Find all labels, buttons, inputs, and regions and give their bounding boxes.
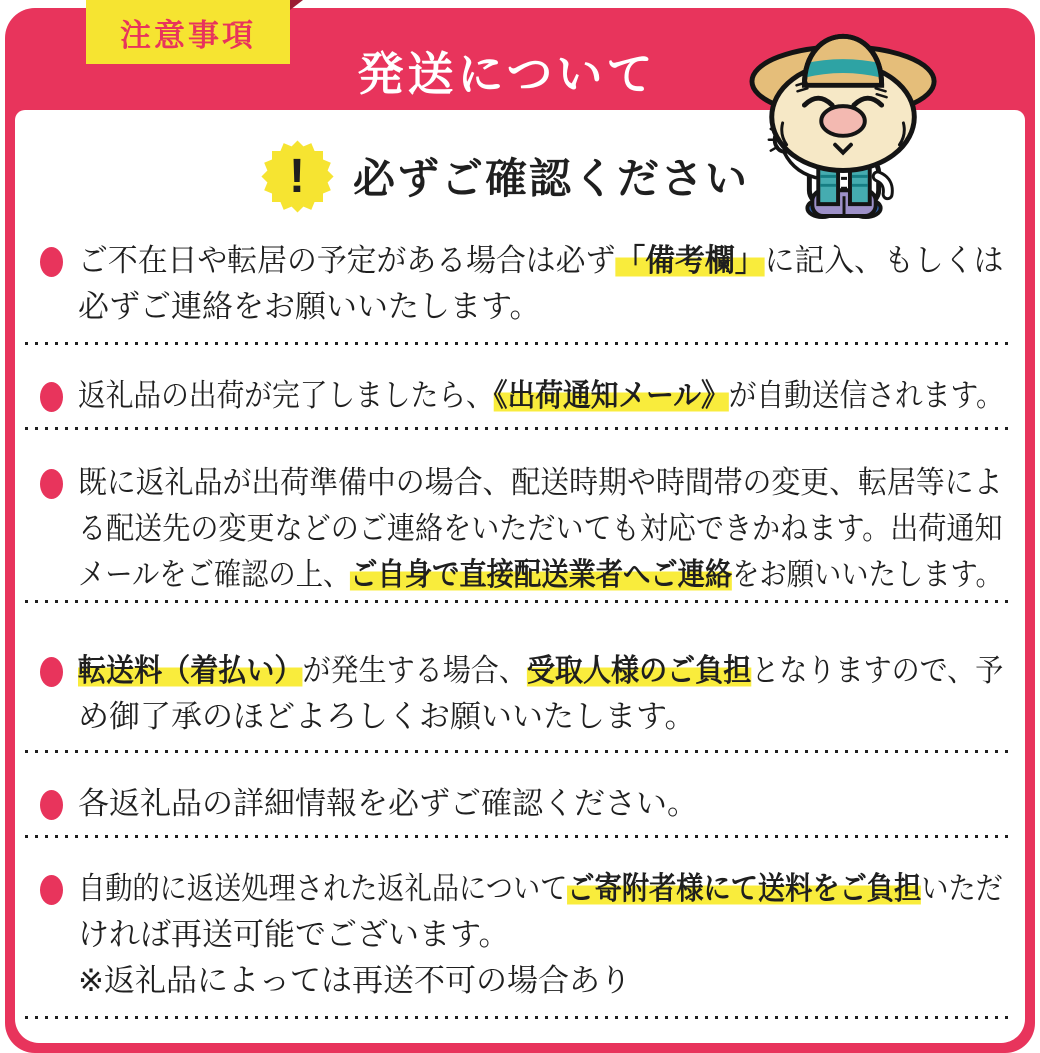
- dotted-divider: [25, 750, 1015, 753]
- bullet-dot: [40, 247, 63, 277]
- bullet-dot: [40, 469, 63, 499]
- highlighted-text: ご自身で直接配送業者へご連絡: [350, 557, 733, 592]
- notice-line: [78, 958, 1003, 1004]
- notice-text: 自動的に返送処理された返礼品について: [78, 871, 568, 906]
- bullet-dot: [40, 875, 63, 905]
- notice-text: が発生する場合、: [302, 653, 527, 688]
- notice-text: をお願いいたします。: [732, 557, 1003, 592]
- bullet-dot: [40, 790, 63, 820]
- notice-item: [40, 866, 1003, 1004]
- notice-line: [78, 238, 1004, 284]
- notice-text: る配送先の変更などのご連絡をいただいても対応できかねます。出荷通知: [78, 511, 1003, 546]
- dotted-divider: [25, 1016, 1015, 1019]
- notice-text: 必ずご連絡をお願いいたします。: [78, 289, 541, 324]
- badge-fold-corner: [290, 0, 303, 10]
- mascot-hat-band: [800, 66, 885, 71]
- notice-line: [78, 694, 1003, 740]
- notice-line: [78, 781, 1003, 827]
- exclamation-burst-icon: [261, 140, 333, 212]
- notice-line: [78, 460, 1003, 506]
- notice-line: [78, 866, 1003, 912]
- notice-text: となりますので、予: [751, 653, 1004, 688]
- page-title: 発送について: [357, 48, 657, 100]
- notice-text: ご不在日や転居の予定がある場合は必ず: [78, 243, 616, 278]
- farmer-mascot-illustration: [747, 14, 945, 222]
- notice-text: 返礼品の出荷が完了しましたら、: [78, 378, 494, 413]
- confirm-heading-label: 必ずご確認ください: [353, 155, 750, 202]
- notice-text: メールをご確認の上、: [78, 557, 351, 592]
- notice-item: [40, 781, 1003, 827]
- highlighted-text: 「備考欄」: [615, 243, 765, 278]
- bullet-dot: [40, 657, 63, 687]
- highlighted-text: 受取人様のご負担: [526, 653, 752, 688]
- notice-text: に記入、もしくは: [764, 243, 1004, 278]
- notice-text: いただ: [921, 871, 1003, 906]
- notice-text: 既に返礼品が出荷準備中の場合、配送時期や時間帯の変更、転居等によ: [78, 465, 1003, 500]
- bullet-dot: [40, 382, 63, 412]
- notice-frame: [5, 8, 1035, 1053]
- notice-text: ければ再送可能でございます。: [78, 917, 510, 952]
- dotted-divider: [25, 427, 1015, 430]
- dotted-divider: [25, 835, 1015, 838]
- notice-text: ※返礼品によっては再送不可の場合あり: [78, 963, 631, 998]
- highlighted-text: 《出荷通知メール》: [493, 378, 729, 413]
- notice-text: め御了承のほどよろしくお願いいたします。: [78, 699, 696, 734]
- notice-line: [78, 648, 1004, 694]
- dotted-divider: [25, 600, 1015, 603]
- notice-item: [40, 460, 1003, 598]
- notice-line: [78, 552, 1003, 598]
- notice-item: [40, 238, 1003, 330]
- notice-text: 各返礼品の詳細情報を必ずご確認ください。: [78, 786, 698, 821]
- notice-line: [78, 506, 1003, 552]
- caution-badge: [86, 0, 290, 64]
- notice-list: [15, 238, 1025, 1019]
- notice-line: [78, 373, 1004, 419]
- caution-badge-label: 注意事項: [120, 17, 256, 53]
- notice-item: [40, 373, 1003, 419]
- notice-item: [40, 648, 1003, 740]
- highlighted-text: ご寄附者様にて送料をご負担: [567, 871, 922, 906]
- notice-content: [15, 110, 1025, 1043]
- highlighted-text: 転送料（着払い）: [78, 653, 303, 688]
- notice-text: が自動送信されます。: [728, 378, 1004, 413]
- mascot-nose: [821, 106, 865, 136]
- notice-line: [78, 912, 1003, 958]
- dotted-divider: [25, 342, 1015, 345]
- exclamation-mark: !: [289, 149, 305, 203]
- notice-line: [78, 284, 1003, 330]
